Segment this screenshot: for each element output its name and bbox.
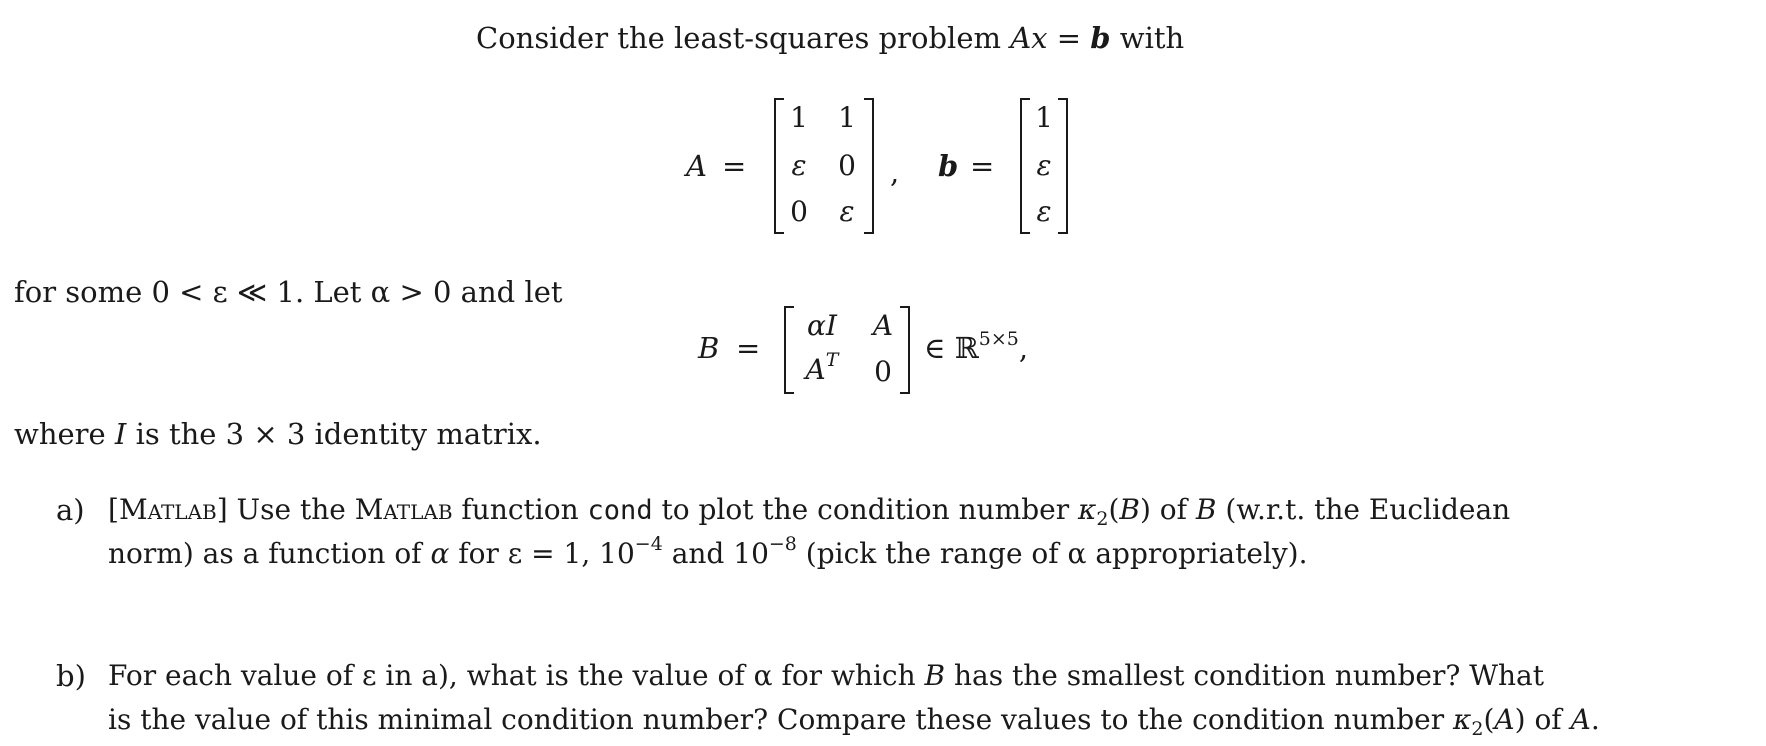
exponent: −8 <box>768 533 797 555</box>
paren: ( <box>1483 703 1495 736</box>
matrix-B-equals: = <box>736 331 761 365</box>
part-a-text: ) of <box>1139 493 1196 526</box>
intro-text: Consider the least-squares problem <box>476 21 1001 55</box>
part-b-text: For each value of ε in a), what is the value of α for which <box>108 659 925 692</box>
matrix-A-cell: 0 <box>790 195 808 228</box>
part-b-label: b) <box>56 659 86 693</box>
symbol-A: A <box>1494 703 1515 736</box>
exponent: −4 <box>634 533 663 555</box>
part-a-text: (pick the range of α appropriately). <box>796 537 1308 570</box>
intro-with: with <box>1110 21 1185 55</box>
condition-line: for some 0 < ε ≪ 1. Let α > 0 and let <box>14 275 563 309</box>
matrix-A-equals: = <box>722 149 747 183</box>
trail-comma: , <box>1018 331 1029 365</box>
real-space: ∈ ℝ <box>924 331 979 365</box>
alpha-symbol: α <box>430 537 450 570</box>
vector-b-equals: = <box>970 149 995 183</box>
part-b-text: has the smallest condition number? What <box>945 659 1544 692</box>
part-a-text: ] Use the <box>216 493 355 526</box>
symbol-A: A <box>1570 703 1591 736</box>
where-post: is the 3 × 3 identity matrix. <box>126 417 542 451</box>
matrix-A-cell: ε <box>839 195 855 228</box>
kappa-subscript: 2 <box>1096 508 1109 530</box>
matrix-A-name: A <box>686 149 707 183</box>
part-a-text: norm) as a function of <box>108 537 431 570</box>
bracket-open: [ <box>108 493 119 526</box>
symbol-B: B <box>1195 493 1217 526</box>
part-a-label: a) <box>56 493 85 527</box>
matrix-B-membership <box>924 328 1029 365</box>
matrix-A-cell: 1 <box>790 101 808 134</box>
equals-sign: = <box>1047 21 1091 55</box>
symbol-A: A <box>1010 21 1032 55</box>
symbol-b: b <box>1090 21 1111 55</box>
transpose-mark: T <box>825 349 839 371</box>
cond-function: cond <box>587 495 653 526</box>
matrix-B-cell: 0 <box>874 355 892 388</box>
where-pre: where <box>14 417 115 451</box>
matrix-A-cell: 1 <box>838 101 856 134</box>
vector-b <box>1020 98 1068 234</box>
where-line <box>14 417 542 451</box>
part-b-line-2 <box>108 703 1600 740</box>
kappa-symbol: κ <box>1452 703 1472 736</box>
part-a-text: and 10 <box>662 537 769 570</box>
part-b-line-1 <box>108 659 1544 692</box>
matrix-B-cell: A <box>872 309 894 342</box>
matlab-name: Matlab <box>354 493 453 526</box>
part-a-text: (w.r.t. the Euclidean <box>1216 493 1511 526</box>
symbol-x: x <box>1031 21 1048 55</box>
part-a-text: for ε = 1, 10 <box>449 537 635 570</box>
kappa-subscript: 2 <box>1471 718 1484 740</box>
part-a-line-2 <box>108 533 1308 570</box>
symbol-I: I <box>114 417 127 451</box>
intro-line <box>476 21 1185 55</box>
matrix-B-cell: αI <box>807 309 837 342</box>
part-b-text: ) of <box>1514 703 1571 736</box>
period: . <box>1590 703 1600 736</box>
dims: 5×5 <box>978 328 1019 350</box>
vector-b-cell: 1 <box>1035 101 1053 134</box>
vector-b-cell: ε <box>1036 195 1052 228</box>
kappa-symbol: κ <box>1077 493 1097 526</box>
matrix-B-cell <box>794 349 850 386</box>
paren: ( <box>1108 493 1120 526</box>
matrix-B-cell-A: A <box>805 353 826 386</box>
matrix-B <box>784 306 910 394</box>
part-a-line-1 <box>108 493 1511 530</box>
part-a-text: to plot the condition number <box>652 493 1078 526</box>
matrix-A-cell: 0 <box>838 149 856 182</box>
vector-b-cell: ε <box>1036 149 1052 182</box>
part-b-text: is the value of this minimal condition number? Compare these values to the condition number <box>108 703 1453 736</box>
symbol-B: B <box>1119 493 1140 526</box>
matrix-A <box>774 98 874 234</box>
symbol-B: B <box>924 659 946 692</box>
matrix-comma: , <box>890 155 900 189</box>
matrix-A-cell: ε <box>791 149 807 182</box>
vector-b-name: b <box>938 149 959 183</box>
part-a-text: function <box>452 493 588 526</box>
matrix-B-name: B <box>698 331 720 365</box>
matlab-tag: Matlab <box>118 493 217 526</box>
